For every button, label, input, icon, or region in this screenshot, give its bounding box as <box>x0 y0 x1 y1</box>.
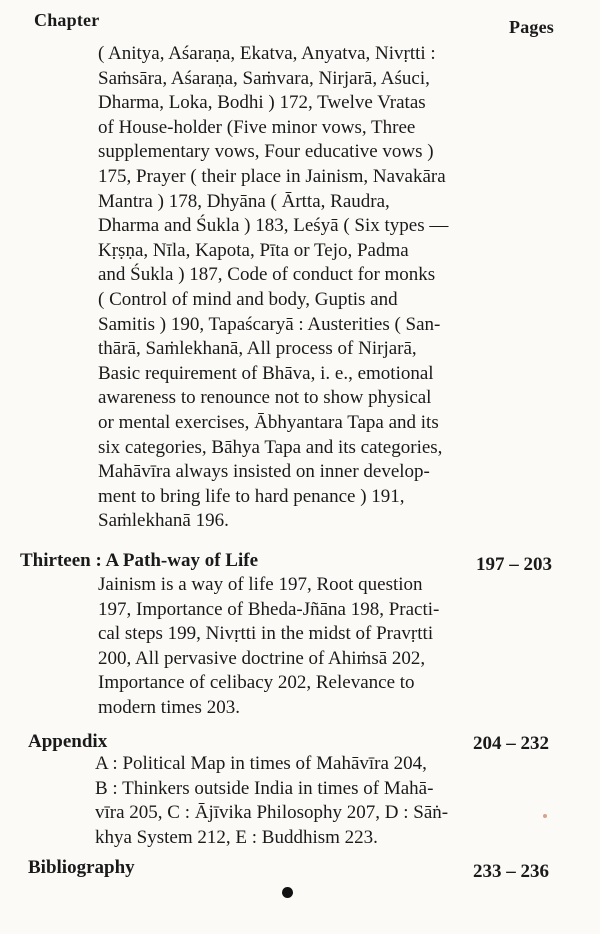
text-line: of House-holder (Five minor vows, Three <box>98 116 416 138</box>
ink-speck <box>543 814 547 818</box>
text-line: 197, Importance of Bheda-Jñāna 198, Practi- <box>98 598 440 620</box>
pages-column-header: Pages <box>509 17 554 37</box>
text-line: modern times 203. <box>98 696 240 718</box>
text-line: Mahāvīra always insisted on inner develop- <box>98 461 430 483</box>
text-line: 200, All pervasive doctrine of Ahiṁsā 202, <box>98 647 426 669</box>
page-dot-mark <box>282 887 293 898</box>
page-range: 233 – 236 <box>473 861 549 882</box>
chapter-title: Thirteen : A Path-way of Life <box>20 550 259 571</box>
bibliography-title: Bibliography <box>28 857 135 878</box>
text-line: ( Control of mind and body, Guptis and <box>98 288 398 310</box>
text-line: Mantra ) 178, Dhyāna ( Ārtta, Raudra, <box>98 190 390 212</box>
text-line: Basic requirement of Bhāva, i. e., emotional <box>98 362 434 384</box>
text-line: or mental exercises, Ābhyantara Tapa and its <box>98 411 439 433</box>
text-line: ( Anitya, Aśaraṇa, Ekatva, Anyatva, Nivṛtti : <box>98 43 436 64</box>
text-line: 175, Prayer ( their place in Jainism, Navakāra <box>98 165 446 187</box>
text-line: supplementary vows, Four educative vows ) <box>98 141 434 163</box>
text-line: and Śukla ) 187, Code of conduct for monks <box>98 264 436 286</box>
text-line: B : Thinkers outside India in times of Mahā- <box>95 777 434 799</box>
text-line: Kṛṣṇa, Nīla, Kapota, Pīta or Tejo, Padma <box>98 239 409 261</box>
text-line: Saṁsāra, Aśaraṇa, Saṁvara, Nirjarā, Aśuci, <box>98 67 430 89</box>
text-line: awareness to renounce not to show physical <box>98 387 432 409</box>
appendix-title: Appendix <box>28 731 108 752</box>
text-line: six categories, Bāhya Tapa and its categories, <box>98 436 443 458</box>
text-line: vīra 205, C : Ājīvika Philosophy 207, D : Sāṅ- <box>95 802 449 824</box>
text-line: Saṁlekhanā 196. <box>98 510 229 532</box>
continued-entry-text <box>98 42 490 534</box>
text-line: A : Political Map in times of Mahāvīra 204, <box>95 753 427 774</box>
text-line: cal steps 199, Nivṛtti in the midst of Pravṛtti <box>98 623 434 645</box>
appendix-summary <box>95 752 490 850</box>
text-line: ment to bring life to hard penance ) 191, <box>98 485 405 507</box>
page-range: 204 – 232 <box>473 733 549 754</box>
text-line: Dharma and Śukla ) 183, Leśyā ( Six types — <box>98 215 449 237</box>
text-line: Importance of celibacy 202, Relevance to <box>98 672 415 694</box>
chapter-column-header: Chapter <box>34 10 100 30</box>
page-range: 197 – 203 <box>476 554 552 575</box>
text-line: Dharma, Loka, Bodhi ) 172, Twelve Vratas <box>98 92 426 114</box>
text-line: khya System 212, E : Buddhism 223. <box>95 826 378 848</box>
chapter-summary <box>98 573 490 721</box>
text-line: Samitis ) 190, Tapaścaryā : Austerities ( San- <box>98 313 441 335</box>
text-line: thārā, Saṁlekhanā, All process of Nirjarā, <box>98 338 417 360</box>
text-line: Jainism is a way of life 197, Root question <box>98 574 423 595</box>
